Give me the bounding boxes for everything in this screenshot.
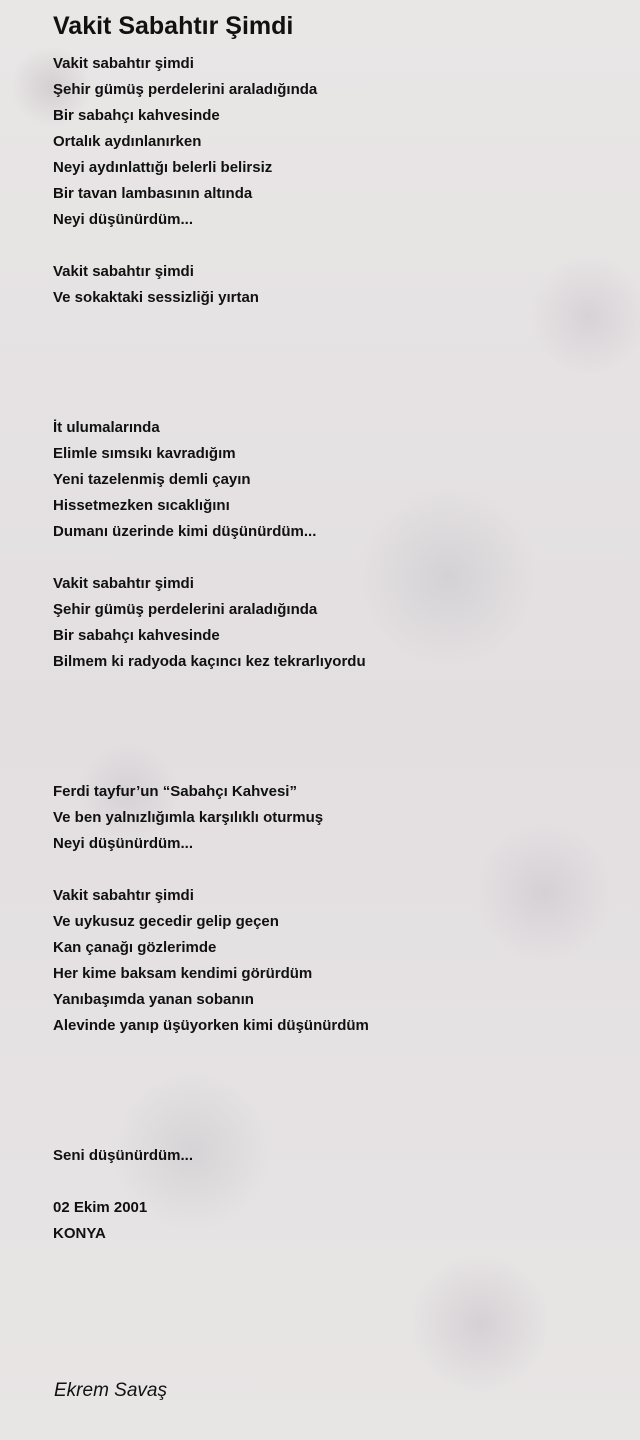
poem-line: Vakit sabahtır şimdi [53, 575, 194, 592]
blank-line [53, 675, 613, 701]
blank-line [53, 857, 613, 883]
poem-line: Bir sabahçı kahvesinde [53, 107, 220, 124]
blank-line [53, 727, 613, 753]
blank-line [53, 311, 613, 337]
poem-line: Vakit sabahtır şimdi [53, 263, 194, 280]
poem-line: Vakit sabahtır şimdi [53, 887, 194, 904]
blank-line [53, 389, 613, 415]
blank-line [53, 337, 613, 363]
poem-line: Bilmem ki radyoda kaçıncı kez tekrarlıyordu [53, 653, 366, 670]
poem-line: Neyi aydınlattığı belerli belirsiz [53, 159, 273, 176]
blank-line [53, 363, 613, 389]
poem-line: KONYA [53, 1225, 106, 1242]
blank-line [53, 1117, 613, 1143]
blank-line [53, 701, 613, 727]
poem-line: Ortalık aydınlanırken [53, 133, 202, 150]
poem-line: Ve ben yalnızlığımla karşılıklı oturmuş [53, 809, 324, 826]
poem-line: Yanıbaşımda yanan sobanın [53, 991, 254, 1008]
author-name: Ekrem Savaş [54, 1380, 167, 1401]
poem-line: Şehir gümüş perdelerini araladığında [53, 601, 318, 618]
blank-line [53, 233, 613, 259]
blank-line [53, 1065, 613, 1091]
poem-line: Neyi düşünürdüm... [53, 835, 194, 852]
poem-line: Yeni tazelenmiş demli çayın [53, 471, 251, 488]
blank-line [53, 1039, 613, 1065]
poem-line: Alevinde yanıp üşüyorken kimi düşünürdüm [53, 1017, 369, 1034]
poem-line: Hissetmezken sıcaklığını [53, 497, 230, 514]
poem-line: Bir tavan lambasının altında [53, 185, 253, 202]
poem-line: Vakit sabahtır şimdi [53, 55, 194, 72]
blank-line [53, 753, 613, 779]
poem-line: Dumanı üzerinde kimi düşünürdüm... [53, 523, 317, 540]
poem-line: Kan çanağı gözlerimde [53, 939, 217, 956]
poem-line: Her kime baksam kendimi görürdüm [53, 965, 313, 982]
poem-line: Bir sabahçı kahvesinde [53, 627, 220, 644]
poem-line: Ferdi tayfur’un “Sabahçı Kahvesi” [53, 783, 297, 800]
poem-line: Ve sokaktaki sessizliği yırtan [53, 289, 259, 306]
blank-line [53, 545, 613, 571]
poem-line: Elimle sımsıkı kavradığım [53, 445, 236, 462]
poem-line: Ve uykusuz gecedir gelip geçen [53, 913, 279, 930]
poem-line: İt ulumalarında [53, 419, 160, 436]
blank-line [53, 1091, 613, 1117]
poem-line: Şehir gümüş perdelerini araladığında [53, 81, 318, 98]
poem-line: 02 Ekim 2001 [53, 1199, 148, 1216]
poem-line: Seni düşünürdüm... [53, 1147, 194, 1164]
poem-body [53, 51, 613, 1247]
poem-line: Neyi düşünürdüm... [53, 211, 194, 228]
poem-title: Vakit Sabahtır Şimdi [53, 12, 294, 40]
blank-line [53, 1169, 613, 1195]
